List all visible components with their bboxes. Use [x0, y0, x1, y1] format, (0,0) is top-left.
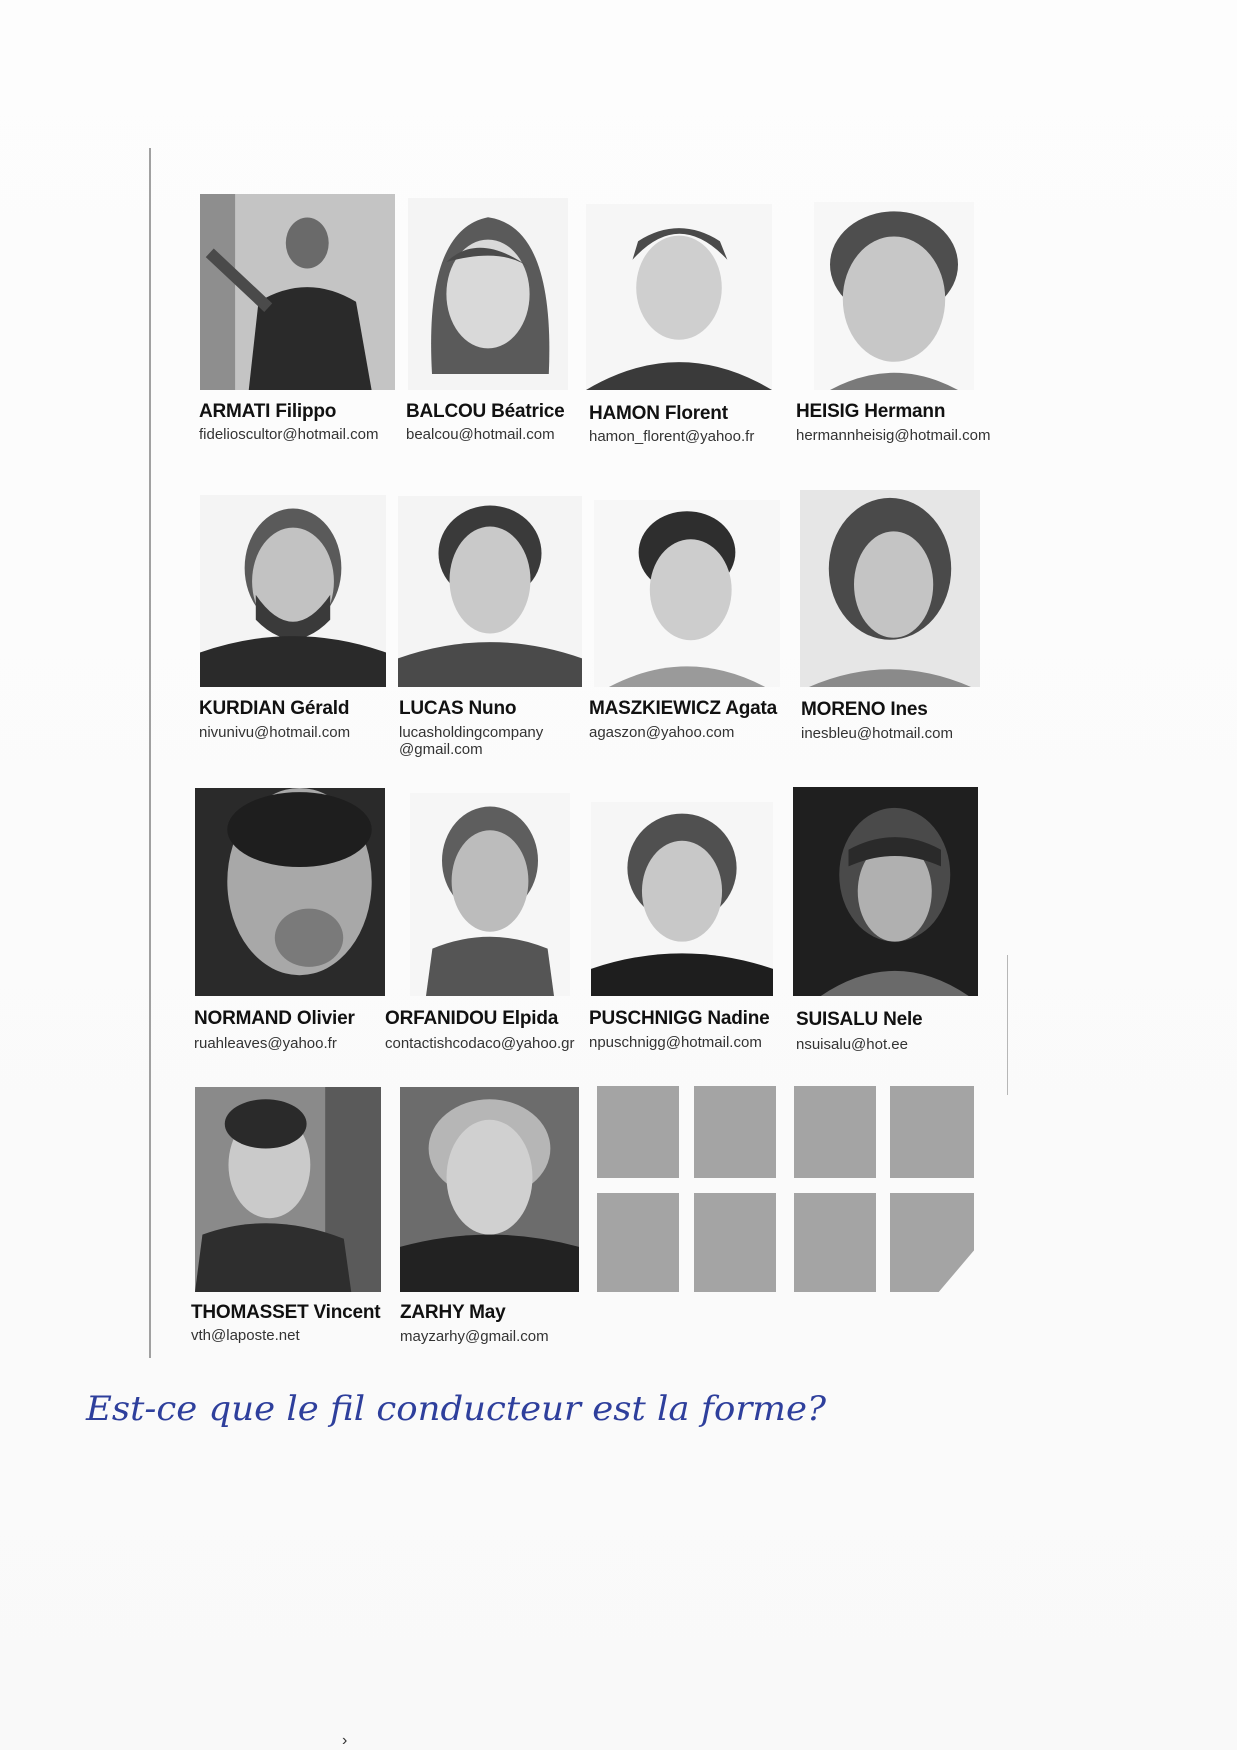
- person-email: agaszon@yahoo.com: [589, 724, 735, 741]
- placeholder-tile: [890, 1086, 974, 1178]
- scan-speck: ›: [342, 1732, 348, 1749]
- portrait-photo: [410, 793, 570, 996]
- person-name: MASZKIEWICZ Agata: [589, 698, 778, 719]
- portrait-photo: [200, 194, 395, 390]
- person-email: hamon_florent@yahoo.fr: [589, 428, 755, 445]
- person-name: ORFANIDOU Elpida: [385, 1008, 559, 1029]
- portrait-photo: [408, 198, 568, 390]
- person-name: KURDIAN Gérald: [199, 698, 350, 719]
- margin-line: [149, 148, 151, 1358]
- person-name: SUISALU Nele: [796, 1009, 923, 1030]
- person-email: fidelioscultor@hotmail.com: [199, 426, 379, 443]
- placeholder-tile: [794, 1193, 876, 1292]
- person-email: hermannheisig@hotmail.com: [796, 427, 991, 444]
- handwritten-note-text: Est-ce que le fil conducteur est la forme?: [84, 1389, 827, 1429]
- placeholder-tile: [694, 1086, 776, 1178]
- person-name: ARMATI Filippo: [199, 401, 337, 422]
- portrait-photo: [400, 1087, 579, 1292]
- placeholder-tile: [890, 1193, 974, 1292]
- portrait-photo: [195, 1087, 381, 1292]
- person-email: vth@laposte.net: [191, 1327, 300, 1344]
- person-name: HAMON Florent: [589, 403, 728, 424]
- person-email: inesbleu@hotmail.com: [801, 725, 953, 742]
- person-name: THOMASSET Vincent: [191, 1302, 381, 1323]
- placeholder-tile: [694, 1193, 776, 1292]
- person-email: nivunivu@hotmail.com: [199, 724, 351, 741]
- placeholder-tile: [597, 1193, 679, 1292]
- portrait-photo: [594, 500, 780, 687]
- person-email: npuschnigg@hotmail.com: [589, 1034, 762, 1051]
- person-email: nsuisalu@hot.ee: [796, 1036, 908, 1053]
- placeholder-tile: [794, 1086, 876, 1178]
- handwritten-note-drawing: [82, 1380, 882, 1440]
- handwritten-note: [82, 1380, 882, 1440]
- person-email: lucasholdingcompany: [399, 724, 544, 741]
- person-name: LUCAS Nuno: [399, 698, 517, 719]
- portrait-photo: [195, 788, 385, 996]
- person-name: ZARHY May: [400, 1302, 506, 1323]
- person-email: bealcou@hotmail.com: [406, 426, 555, 443]
- person-email: ruahleaves@yahoo.fr: [194, 1035, 337, 1052]
- person-email: contactishcodaco@yahoo.gr: [385, 1035, 575, 1052]
- portrait-photo: [793, 787, 978, 996]
- portrait-photo: [586, 204, 772, 390]
- person-name: MORENO Ines: [801, 699, 928, 720]
- portrait-photo: [800, 490, 980, 687]
- portrait-photo: [200, 495, 386, 687]
- portrait-photo: [398, 496, 582, 687]
- person-name: BALCOU Béatrice: [406, 401, 565, 422]
- portrait-photo: [591, 802, 773, 996]
- person-name: PUSCHNIGG Nadine: [589, 1008, 770, 1029]
- placeholder-tile: [597, 1086, 679, 1178]
- person-email-continued: @gmail.com: [399, 741, 483, 758]
- margin-line-right: [1007, 955, 1008, 1095]
- person-email: mayzarhy@gmail.com: [400, 1328, 549, 1345]
- portrait-photo: [814, 202, 974, 390]
- person-name: HEISIG Hermann: [796, 401, 946, 422]
- person-name: NORMAND Olivier: [194, 1008, 355, 1029]
